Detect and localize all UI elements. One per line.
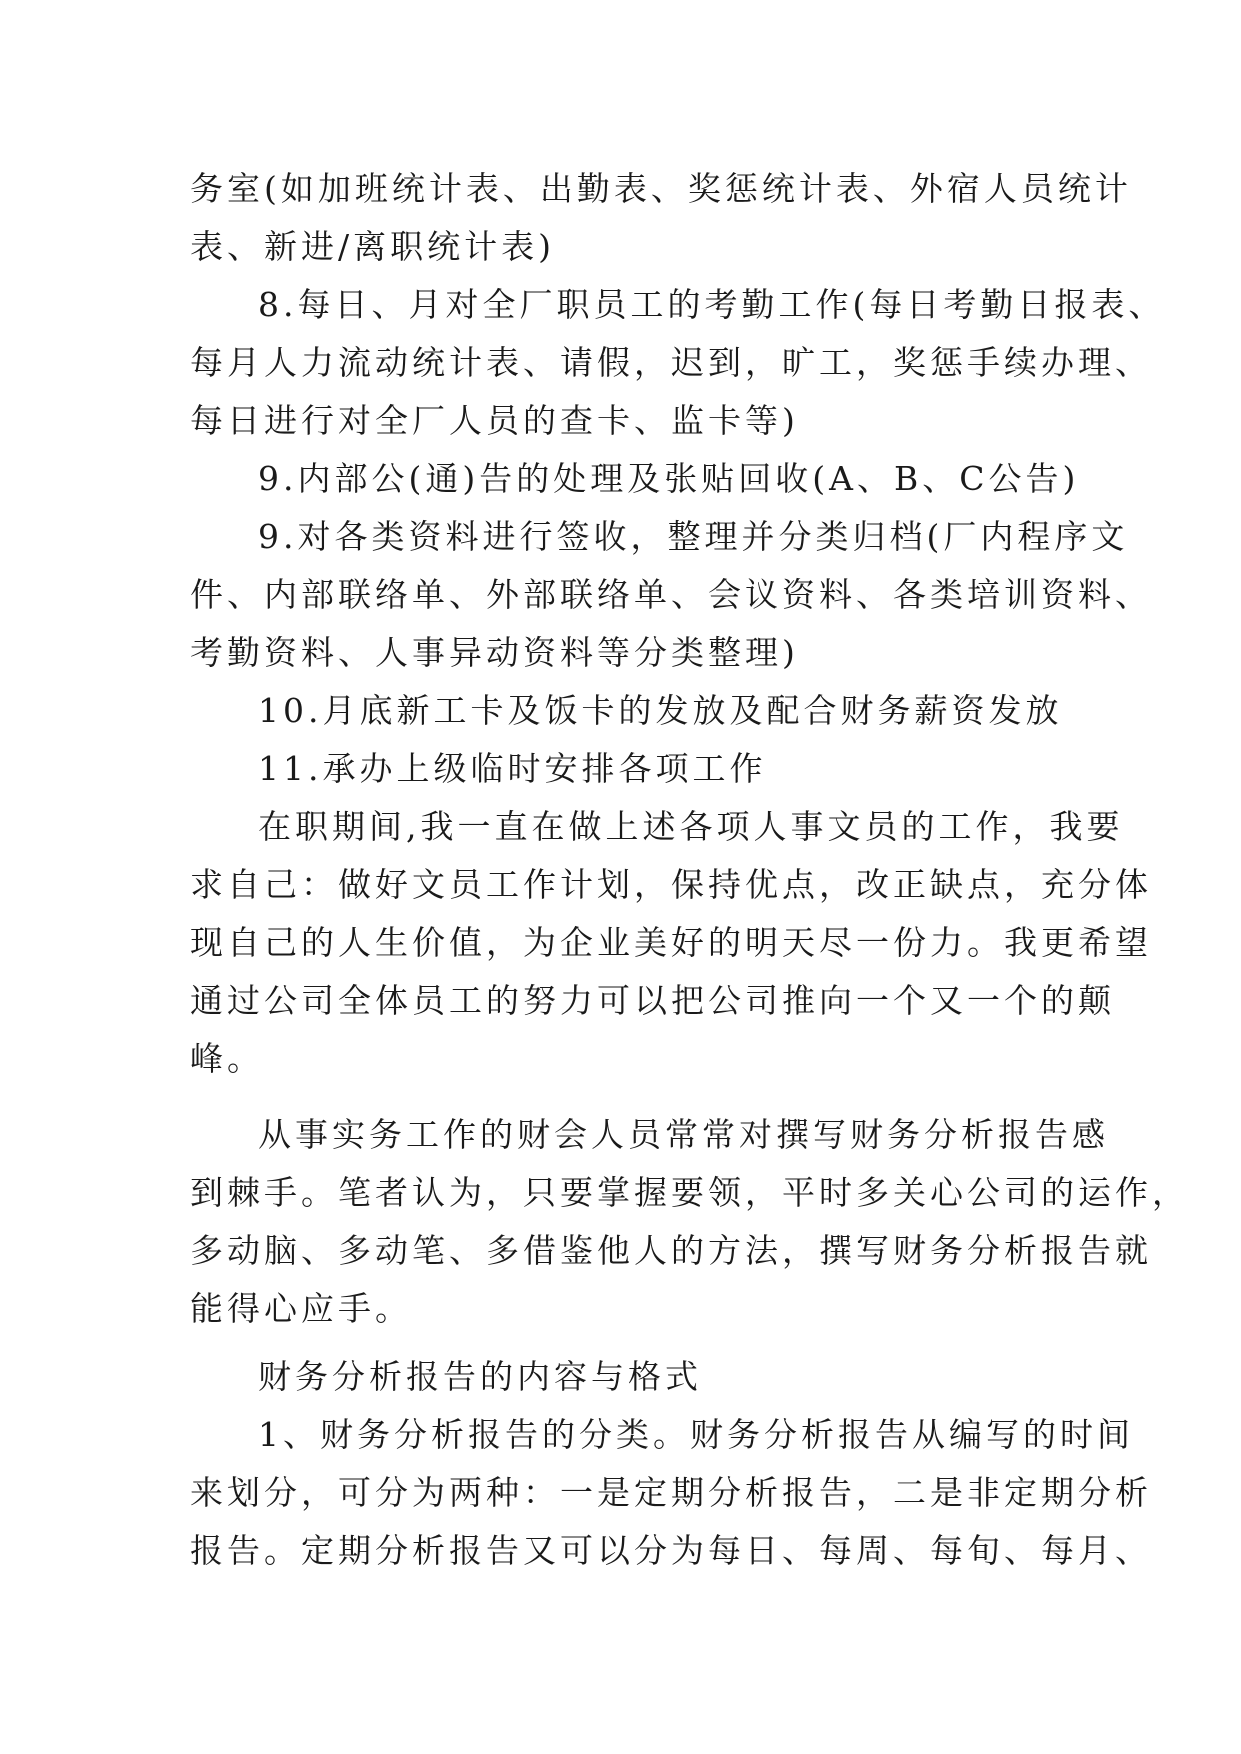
text-line: 在职期间,我一直在做上述各项人事文员的工作，我要 xyxy=(258,807,1124,846)
text-line: 峰。 xyxy=(190,1039,264,1078)
text-line: 每月人力流动统计表、请假，迟到，旷工，奖惩手续办理、 xyxy=(190,343,1152,382)
text-line: 11.承办上级临时安排各项工作 xyxy=(258,749,767,788)
text-line: 能得心应手。 xyxy=(190,1289,412,1328)
text-line: 从事实务工作的财会人员常常对撰写财务分析报告感 xyxy=(258,1115,1109,1154)
text-line: 报告。定期分析报告又可以分为每日、每周、每旬、每月、 xyxy=(190,1531,1152,1570)
text-line: 10.月底新工卡及饭卡的发放及配合财务薪资发放 xyxy=(258,691,1063,730)
text-line: 求自己：做好文员工作计划，保持优点，改正缺点，充分体 xyxy=(190,865,1152,904)
text-line: 多动脑、多动笔、多借鉴他人的方法，撰写财务分析报告就 xyxy=(190,1231,1152,1270)
text-line: 考勤资料、人事异动资料等分类整理) xyxy=(190,633,799,672)
text-line: 8.每日、月对全厂职员工的考勤工作(每日考勤日报表、 xyxy=(258,285,1166,324)
text-line: 表、新进/离职统计表) xyxy=(190,227,555,266)
text-line: 每日进行对全厂人员的查卡、监卡等) xyxy=(190,401,799,440)
text-line: 9.对各类资料进行签收，整理并分类归档(厂内程序文 xyxy=(258,517,1129,556)
text-line: 来划分，可分为两种：一是定期分析报告，二是非定期分析 xyxy=(190,1473,1152,1512)
text-line: 到棘手。笔者认为，只要掌握要领，平时多关心公司的运作， xyxy=(190,1173,1189,1212)
text-line: 财务分析报告的内容与格式 xyxy=(258,1357,702,1396)
document-body xyxy=(190,160,1189,1580)
text-line: 1、财务分析报告的分类。财务分析报告从编写的时间 xyxy=(258,1415,1134,1454)
text-line: 务室(如加班统计表、出勤表、奖惩统计表、外宿人员统计 xyxy=(190,169,1132,208)
text-line: 件、内部联络单、外部联络单、会议资料、各类培训资料、 xyxy=(190,575,1152,614)
text-line: 通过公司全体员工的努力可以把公司推向一个又一个的颠 xyxy=(190,981,1115,1020)
text-line: 9.内部公(通)告的处理及张贴回收(A、B、C公告) xyxy=(258,459,1080,498)
text-line: 现自己的人生价值，为企业美好的明天尽一份力。我更希望 xyxy=(190,923,1152,962)
